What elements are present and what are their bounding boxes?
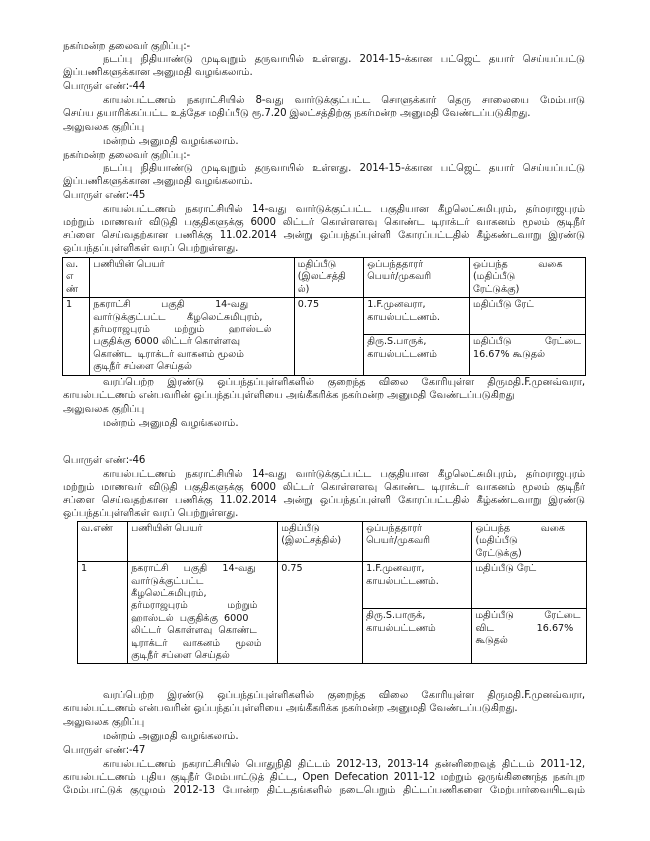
cell-sno: 1 xyxy=(78,562,128,664)
paragraph-line: ஒப்பந்தப்புள்ளிகள் வரப் பெற்றுள்ளது. xyxy=(63,243,239,254)
office-note-heading: அலுவலக குறிப்பு xyxy=(63,717,145,728)
cell-rate-2: மதிப்பீடு ரேட்டை விட 16.67% கூடுதல் xyxy=(472,609,587,664)
header-contractor: ஒப்பந்ததாரர் பெயர்/முகவரி xyxy=(364,258,470,298)
header-estimate: மதிப்பீடு (இலட்சத்தில்) xyxy=(278,522,363,562)
header-rate-type: ஒப்பந்த வகை (மதிப்பீடு ரேட்டுக்கு) xyxy=(472,522,587,562)
cell-estimate: 0.75 xyxy=(278,562,363,664)
item-number-heading: பொருள் எண்:-45 xyxy=(63,190,146,201)
paragraph-line: இப்பணிகளுக்கான அனுமதி வழங்கலாம். xyxy=(63,176,253,187)
chairman-note-heading: நகர்மன்ற தலைவர் குறிப்பு:- xyxy=(63,41,190,52)
paragraph-line: சப்ளை செய்வதற்கான பணிக்கு 11.02.2014 அன்று ஒப்பந்தப்புள்ளி கோரப்பட்டதில் கீழ்கண்டவாறு இரண்டு xyxy=(63,230,585,241)
tender-table-45 xyxy=(62,257,586,376)
council-decision: மன்றம் அனுமதி வழங்கலாம். xyxy=(103,418,239,429)
cell-bidder-2: திரு.S.பாருக், காயல்பட்டணம் xyxy=(363,609,472,664)
header-work-name: பணியின் பெயர் xyxy=(128,522,278,562)
tender-table-46 xyxy=(77,521,587,664)
table-row xyxy=(63,298,586,335)
paragraph-line: காயல்பட்டணம் நகராட்சியில் 14-வது வார்டுக்குட்பட்ட பகுதியான கீழலெட்சுமிபுரம், தர்மராஜபுரம் xyxy=(103,469,585,480)
table-header-row xyxy=(63,258,586,298)
cell-bidder-1: 1.F.முனவரா, காயல்பட்டணம். xyxy=(363,562,472,609)
office-note-heading: அலுவலக குறிப்பு xyxy=(63,122,145,133)
paragraph-line: வரப்பெற்ற இரண்டு ஒப்பந்தப்புள்ளிகளில் குறைந்த விலை கோரியுள்ள திருமதி.F.முனவ்வரா, xyxy=(103,690,585,701)
paragraph-line: காயல்பட்டணம் நகராட்சியில் பொதுநிதி திட்டம் 2012-13, 2013-14 தன்னிறைவுத் திட்டம் 2011-12, xyxy=(103,759,585,770)
header-sno: வ. எ ண் xyxy=(63,258,90,298)
item-number-heading: பொருள் எண்:-44 xyxy=(63,81,146,92)
paragraph-line: காயல்பட்டணம் புதிய குடிநீர் மேம்பாட்டுத் திட்ட, Open Defecation 2011-12 மற்றும் ஒருங்கிணைந்த நகர்புற xyxy=(63,772,585,783)
chairman-note-heading: நகர்மன்ற தலைவர் குறிப்பு:- xyxy=(63,150,190,161)
paragraph-line: ஒப்பந்தப்புள்ளிகள் வரப் பெற்றுள்ளது. xyxy=(63,508,239,519)
header-contractor: ஒப்பந்ததாரர் பெயர்/முகவரி xyxy=(363,522,472,562)
cell-sno: 1 xyxy=(63,298,90,375)
cell-bidder-1: 1.F.முனவரா, காயல்பட்டணம். xyxy=(364,298,470,335)
cell-work-name: நகராட்சி பகுதி 14-வது வார்டுக்குட்பட்ட கீழலெட்சுமிபுரம், தர்மராஜபுரம் மற்றும் ஹாஸ்டல் பகுதிக்கு 6000 லிட்டர் கொள்ளவு கொண்ட டிராக்டர் வாகனம் மூலம் குடிநீர் சப்ளை செய்தல் xyxy=(128,562,278,664)
council-decision: மன்றம் அனுமதி வழங்கலாம். xyxy=(103,136,239,147)
paragraph-line: காயல்பட்டணம் நகராட்சியில் 8-வது வார்டுக்குட்பட்ட சொளுக்கார் தெரு சாலையை மேம்பாடு xyxy=(103,95,585,106)
item-number-heading: பொருள் எண்:-46 xyxy=(63,455,146,466)
paragraph-line: காயல்பட்டணம் என்பவரின் ஒப்பந்தப்புள்ளியை அங்கீகரிக்க நகர்மன்ற அனுமதி வேண்டப்படுகிறது. xyxy=(63,703,518,714)
paragraph-line: மற்றும் மாணவர் விடுதி பகுதிகளுக்கு 6000 லிட்டர் கொள்ளளவு கொண்ட டிராக்டர் வாகனம் மூலம் குடிநீர் xyxy=(63,217,585,228)
paragraph-line: சப்ளை செய்வதற்கான பணிக்கு 11.02.2014 அன்று ஒப்பந்தப்புள்ளி கோரப்பட்டதில் கீழ்கண்டவாறு இரண்டு xyxy=(63,495,585,506)
paragraph-line: இப்பணிகளுக்கான அனுமதி வழங்கலாம். xyxy=(63,67,253,78)
paragraph-line: நடப்பு நிதியாண்டு முடிவுறும் தருவாயில் உள்ளது. 2014-15-க்கான பட்ஜெட் தயார் செய்யப்பட்டு xyxy=(103,163,585,174)
paragraph-line: மற்றும் மாணவர் விடுதி பகுதிகளுக்கு 6000 லிட்டர் கொள்ளளவு கொண்ட டிராக்டர் வாகனம் மூலம் குடிநீர் xyxy=(63,482,585,493)
paragraph-line: நடப்பு நிதியாண்டு முடிவுறும் தருவாயில் உள்ளது. 2014-15-க்கான பட்ஜெட் தயார் செய்யப்பட்டு xyxy=(103,54,585,65)
table-header-row xyxy=(78,522,587,562)
office-note-heading: அலுவலக குறிப்பு xyxy=(63,404,145,415)
header-sno: வ.எண் xyxy=(78,522,128,562)
paragraph-line: வரப்பெற்ற இரண்டு ஒப்பந்தப்புள்ளிகளில் குறைந்த விலை கோரியுள்ள திருமதி.F.முனவ்வரா, xyxy=(103,377,585,388)
cell-rate-1: மதிப்பீடு ரேட் xyxy=(470,298,586,335)
paragraph-line: செய்ய தயாரிக்கப்பட்ட உத்தேச மதிப்பீடு ரூ.7.20 இலட்சத்திற்கு நகர்மன்ற அனுமதி வேண்டப்படுகிறது. xyxy=(63,108,531,119)
cell-bidder-2: திரு.S.பாருக், காயல்பட்டணம் xyxy=(364,335,470,375)
header-rate-type: ஒப்பந்த வகை (மதிப்பீடு ரேட்டுக்கு) xyxy=(470,258,586,298)
paragraph-line: காயல்பட்டணம் என்பவரின் ஒப்பந்தப்புள்ளியை அங்கீகரிக்க நகர்மன்ற அனுமதி வேண்டப்படுகிறது xyxy=(63,390,515,401)
cell-rate-1: மதிப்பீடு ரேட் xyxy=(472,562,587,609)
paragraph-line: மேம்பாட்டுக் குழுமம் 2012-13 போன்ற திட்டதங்களில் நடைபெறும் திட்டப்பணிகளை மேற்பார்வையிடவும் xyxy=(63,785,585,796)
header-estimate: மதிப்பீடு (இலட்சத்தி ல்) xyxy=(294,258,364,298)
header-work-name: பணியின் பெயர் xyxy=(90,258,295,298)
cell-estimate: 0.75 xyxy=(294,298,364,375)
cell-rate-2: மதிப்பீடு ரேட்டை 16.67% கூடுதல் xyxy=(470,335,586,375)
paragraph-line: காயல்பட்டணம் நகராட்சியில் 14-வது வார்டுக்குட்பட்ட பகுதியான கீழலெட்சுமிபுரம், தர்மராஜபுரம் xyxy=(103,204,585,215)
item-number-heading: பொருள் எண்:-47 xyxy=(63,745,146,756)
council-decision: மன்றம் அனுமதி வழங்கலாம். xyxy=(103,731,239,742)
table-row xyxy=(78,562,587,609)
cell-work-name: நகராட்சி பகுதி 14-வது வார்டுக்குட்பட்ட கீழலெட்சுமிபுரம், தர்மராஜபுரம் மற்றும் ஹாஸ்டல் பகுதிக்கு 6000 லிட்டர் கொள்ளவு கொண்ட டிராக்டர் வாகனம் மூலம் குடிநீர் சப்ளை செய்தல் xyxy=(90,298,295,375)
